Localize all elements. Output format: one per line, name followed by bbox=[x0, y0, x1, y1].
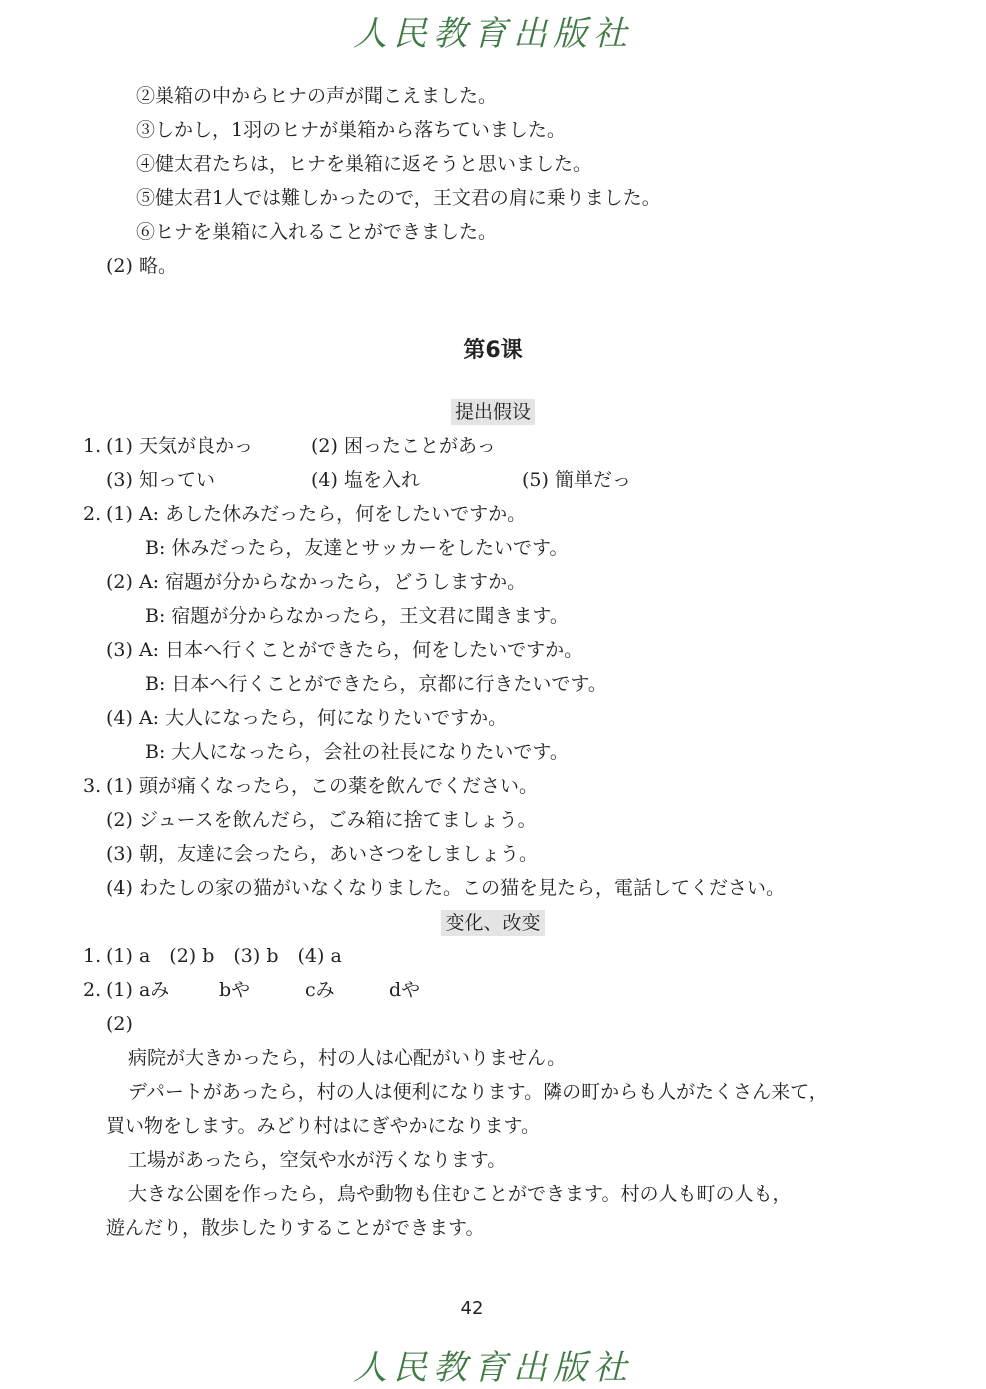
answer: (4) 塩を入れ bbox=[311, 469, 420, 491]
answer-part-2: (2) 略。 bbox=[106, 255, 177, 277]
answer: (4) わたしの家の猫がいなくなりました。この猫を見たら，電話してください。 bbox=[106, 877, 785, 899]
dialogue-line-a: (2) A: 宿題が分からなかったら，どうしますか。 bbox=[106, 571, 527, 593]
paragraph: 工場があったら，空気や水が汚くなります。 bbox=[128, 1149, 507, 1171]
section-title-hypothesis: 提出假设 bbox=[451, 399, 535, 425]
answer: (3) 朝，友達に会ったら，あいさつをしましょう。 bbox=[106, 843, 538, 865]
answer: (2) 困ったことがあっ bbox=[311, 435, 496, 457]
dialogue-line-b: B: 宿題が分からなかったら，王文君に聞きます。 bbox=[145, 605, 569, 627]
answer-item-4: ④健太君たちは，ヒナを巣箱に返そうと思いました。 bbox=[136, 153, 593, 175]
dialogue-line-b: B: 休みだったら，友達とサッカーをしたいです。 bbox=[145, 537, 569, 559]
answer-item-6: ⑥ヒナを巣箱に入れることができました。 bbox=[136, 221, 498, 243]
answer: (3) 知ってい bbox=[106, 469, 215, 491]
answer: (1) 頭が痛くなったら，この薬を飲んでください。 bbox=[106, 775, 538, 797]
question-number: 2. bbox=[83, 503, 102, 525]
dialogue-line-a: (3) A: 日本へ行くことができたら，何をしたいですか。 bbox=[106, 639, 584, 661]
answer-item-5: ⑤健太君1人では難しかったので，王文君の肩に乗りました。 bbox=[136, 187, 661, 209]
question-number: 2. bbox=[83, 979, 102, 1001]
answer: (1) 天気が良かっ bbox=[106, 435, 253, 457]
paragraph: デパートがあったら，村の人は便利になります。隣の町からも人がたくさん来て， bbox=[128, 1081, 828, 1103]
answer: (2) bbox=[106, 1013, 133, 1035]
dialogue-line-b: B: 大人になったら，会社の社長になりたいです。 bbox=[145, 741, 569, 763]
question-number: 1. bbox=[83, 435, 102, 457]
publisher-logo-bottom: 人民教育出版社 bbox=[353, 1348, 633, 1388]
answer: (2) ジュースを飲んだら，ごみ箱に捨てましょう。 bbox=[106, 809, 537, 831]
question-number: 3. bbox=[83, 775, 102, 797]
answer: dや bbox=[389, 979, 421, 1001]
answer-item-2: ②巣箱の中からヒナの声が聞こえました。 bbox=[136, 85, 498, 107]
section-title-change: 变化、改变 bbox=[441, 910, 544, 936]
answer: (1) aみ bbox=[106, 979, 170, 1001]
paragraph: 遊んだり，散歩したりすることができます。 bbox=[106, 1217, 485, 1239]
answer: cみ bbox=[305, 979, 335, 1001]
answer: (5) 簡単だっ bbox=[522, 469, 631, 491]
answer: (1) a (2) b (3) b (4) a bbox=[106, 945, 342, 967]
dialogue-line-a: (1) A: あした休みだったら，何をしたいですか。 bbox=[106, 503, 527, 525]
question-number: 1. bbox=[83, 945, 102, 967]
dialogue-line-a: (4) A: 大人になったら，何になりたいですか。 bbox=[106, 707, 508, 729]
publisher-logo-top: 人民教育出版社 bbox=[353, 14, 633, 54]
dialogue-line-b: B: 日本へ行くことができたら，京都に行きたいです。 bbox=[145, 673, 607, 695]
paragraph: 大きな公園を作ったら，鳥や動物も住むことができます。村の人も町の人も， bbox=[128, 1183, 792, 1205]
page-number: 42 bbox=[460, 1298, 484, 1319]
answer: bや bbox=[219, 979, 251, 1001]
paragraph: 買い物をします。みどり村はにぎやかになります。 bbox=[106, 1115, 540, 1137]
lesson-title: 第6课 bbox=[463, 338, 523, 363]
answer-item-3: ③しかし，1羽のヒナが巣箱から落ちていました。 bbox=[136, 119, 566, 141]
paragraph: 病院が大きかったら，村の人は心配がいりません。 bbox=[128, 1047, 567, 1069]
